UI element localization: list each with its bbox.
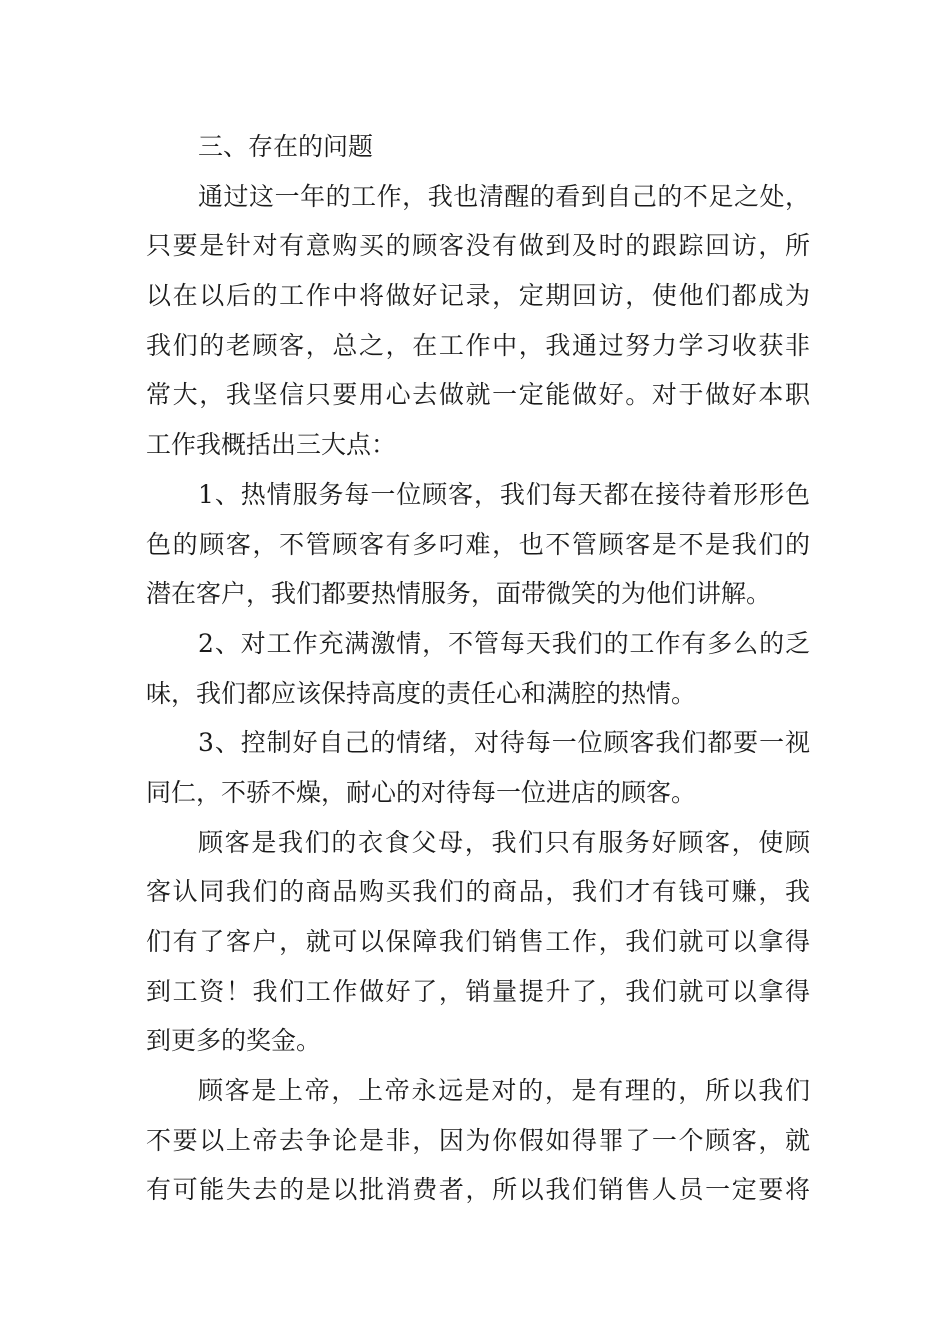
document-body bbox=[146, 122, 810, 1215]
paragraph-line: 不要以上帝去争论是非，因为你假如得罪了一个顾客，就 bbox=[146, 1125, 810, 1155]
paragraph-line: 到更多的奖金。 bbox=[146, 1026, 322, 1056]
paragraph-line: 只要是针对有意购买的顾客没有做到及时的跟踪回访，所 bbox=[146, 231, 810, 261]
list-item-line: 味，我们都应该保持高度的责任心和满腔的热情。 bbox=[146, 678, 697, 708]
paragraph-line: 以在以后的工作中将做好记录，定期回访，使他们都成为 bbox=[146, 281, 810, 311]
list-item-line: 同仁，不骄不燥，耐心的对待每一位进店的顾客。 bbox=[146, 777, 697, 807]
list-item-line: 色的顾客，不管顾客有多叼难，也不管顾客是不是我们的 bbox=[146, 529, 810, 559]
list-item-line: 1、热情服务每一位顾客，我们每天都在接待着形形色 bbox=[198, 479, 810, 509]
paragraph-line: 顾客是上帝，上帝永远是对的，是有理的，所以我们 bbox=[198, 1076, 810, 1106]
list-item-line: 2、对工作充满激情，不管每天我们的工作有多么的乏 bbox=[198, 628, 810, 658]
paragraph-line: 到工资！我们工作做好了，销量提升了，我们就可以拿得 bbox=[146, 976, 810, 1006]
paragraph-line: 我们的老顾客，总之，在工作中，我通过努力学习收获非 bbox=[146, 330, 810, 360]
paragraph-line: 们有了客户，就可以保障我们销售工作，我们就可以拿得 bbox=[146, 927, 810, 956]
paragraph-line: 客认同我们的商品购买我们的商品，我们才有钱可赚，我 bbox=[146, 877, 810, 907]
section-heading: 三、存在的问题 bbox=[198, 132, 374, 161]
paragraph-line: 有可能失去的是以批消费者，所以我们销售人员一定要将 bbox=[146, 1175, 810, 1205]
paragraph-line: 顾客是我们的衣食父母，我们只有服务好顾客，使顾 bbox=[198, 827, 810, 857]
paragraph-line: 工作我概括出三大点： bbox=[146, 430, 397, 460]
paragraph-line: 通过这一年的工作，我也清醒的看到自己的不足之处， bbox=[198, 181, 810, 211]
list-item-line: 潜在客户，我们都要热情服务，面带微笑的为他们讲解。 bbox=[146, 579, 772, 609]
paragraph-line: 常大，我坚信只要用心去做就一定能做好。对于做好本职 bbox=[146, 380, 810, 410]
list-item-line: 3、控制好自己的情绪，对待每一位顾客我们都要一视 bbox=[198, 728, 810, 758]
